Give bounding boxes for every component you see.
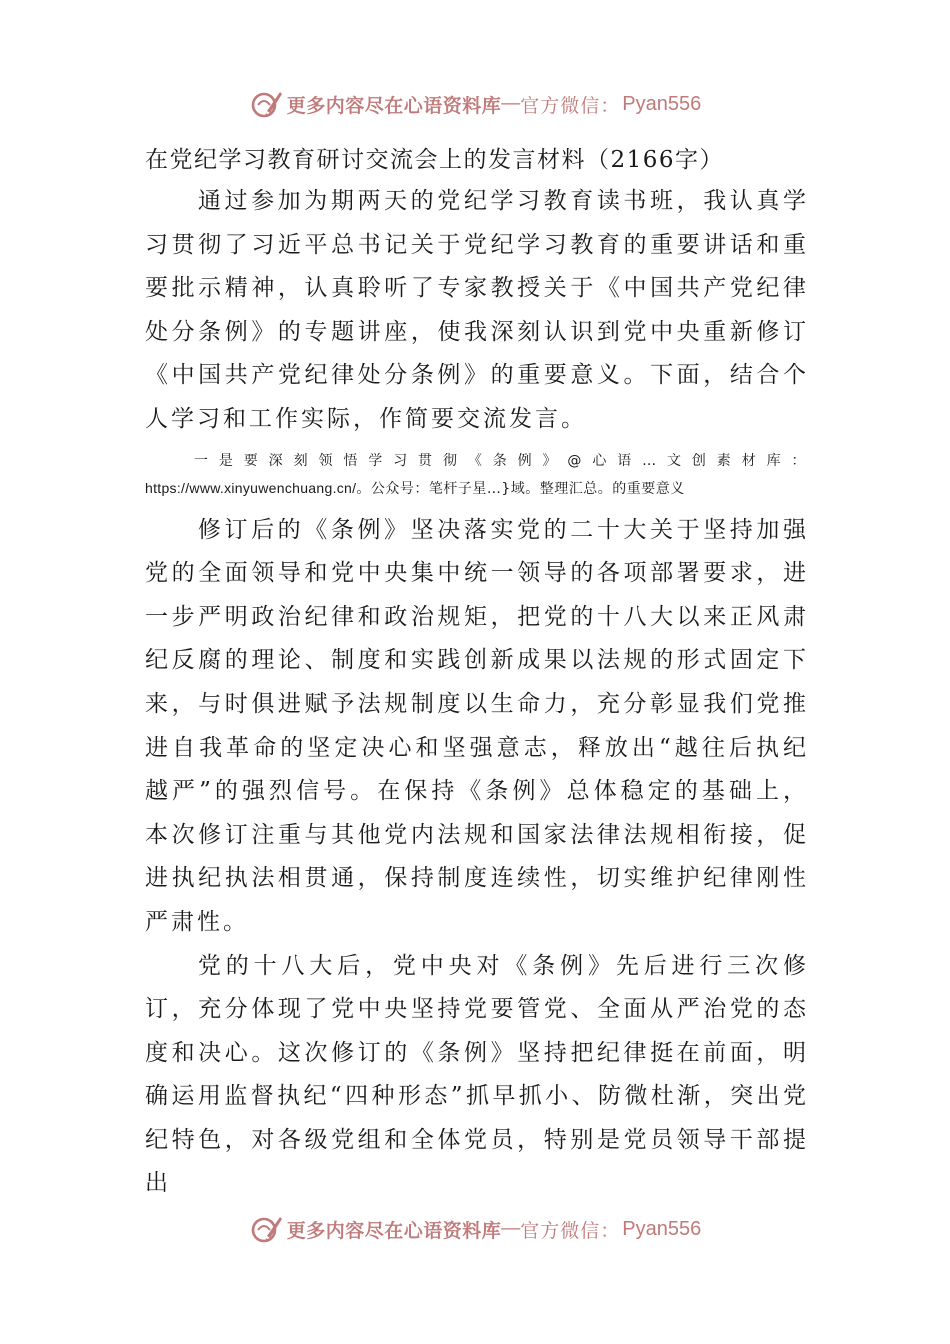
body-paragraph-2: 党的十八大后，党中央对《条例》先后进行三次修订，充分体现了党中央坚持党要管党、全面从严治党的态度和决心。这次修订的《条例》坚持把纪律挺在前面，明确运用监督执纪“四种形态”抓早抓小、防微杜渐，突出党纪特色，对各级党组和全体党员，特别是党员领导干部提出 (145, 952, 809, 1197)
pen-logo-icon (249, 1212, 283, 1246)
banner-text: 更多内容尽在心语资料库 (286, 1219, 502, 1242)
banner-text: 更多内容尽在心语资料库 (286, 94, 502, 117)
banner-wechat-label: 官方微信： (520, 1219, 621, 1242)
banner-separator: — (501, 1218, 521, 1239)
footer-banner (0, 1211, 950, 1247)
banner-wechat-id: Pyan556 (622, 1217, 702, 1240)
section-heading-note (145, 448, 809, 503)
banner-wechat-id: Pyan556 (622, 92, 702, 115)
heading-note-prefix: 一是要深刻领悟学习贯彻《条例》@心语…文创素材库： (194, 452, 809, 469)
header-banner (0, 86, 950, 122)
body-paragraph-1: 修订后的《条例》坚决落实党的二十大关于坚持加强党的全面领导和党中央集中统一领导的各项部署要求，进一步严明政治纪律和政治规矩，把党的十八大以来正风肃纪反腐的理论、制度和实践创新成果以法规的形式固定下来，与时俱进赋予法规制度以生命力，充分彰显我们党推进自我革命的坚定决心和坚强意志，释放出“越往后执纪越严”的强烈信号。在保持《条例》总体稳定的基础上，本次修订注重与其他党内法规和国家法律法规相衔接，促进执纪执法相贯通，保持制度连续性，切实维护纪律刚性严肃性。 (145, 516, 809, 935)
banner-wechat-label: 官方微信： (520, 94, 621, 117)
banner-separator: — (501, 93, 521, 114)
heading-note-url: https://www.xinyuwenchuang.cn/ (145, 479, 357, 496)
document-title: 在党纪学习教育研讨交流会上的发言材料（2166字） (145, 147, 725, 173)
pen-logo-icon (249, 87, 283, 121)
heading-note-suffix: 。公众号：笔杆子星…}域。整理汇总。的重要意义 (356, 480, 685, 497)
document-body (145, 140, 809, 1206)
intro-paragraph: 通过参加为期两天的党纪学习教育读书班，我认真学习贯彻了习近平总书记关于党纪学习教育的重要讲话和重要批示精神，认真聆听了专家教授关于《中国共产党纪律处分条例》的专题讲座，使我深刻认识到党中央重新修订《中国共产党纪律处分条例》的重要意义。下面，结合个人学习和工作实际，作简要交流发言。 (145, 188, 809, 432)
